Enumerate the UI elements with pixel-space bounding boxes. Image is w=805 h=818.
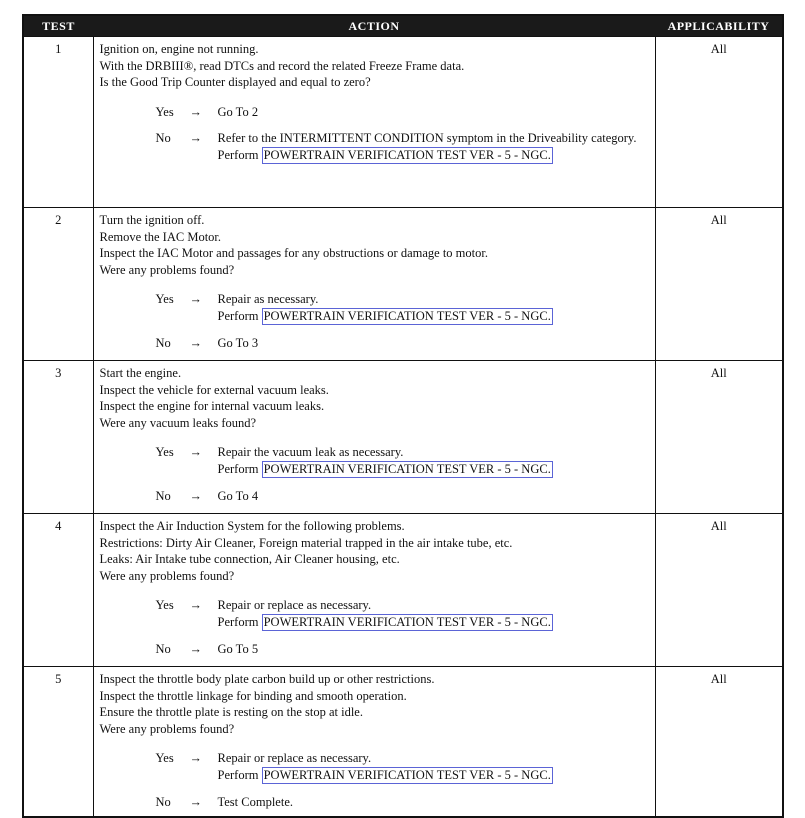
- step-text: Leaks: Air Intake tube connection, Air Cleaner housing, etc.: [99, 552, 400, 566]
- applicability-value: All: [655, 361, 783, 514]
- no-label: No: [155, 335, 171, 350]
- no-label: No: [155, 131, 171, 145]
- step-text: Inspect the vehicle for external vacuum leaks.: [99, 382, 329, 397]
- arrow-icon: →: [189, 131, 202, 145]
- no-action: Refer to the INTERMITTENT CONDITION symptom in the Driveability category.: [217, 131, 637, 145]
- test-number: 3: [23, 361, 93, 514]
- step-text: Turn the ignition off.: [99, 213, 205, 227]
- perform-prefix: Perform: [217, 614, 259, 629]
- no-action: Test Complete.: [217, 794, 294, 809]
- verification-test-link[interactable]: POWERTRAIN VERIFICATION TEST VER - 5 - NGC.: [263, 614, 551, 629]
- step-text: Inspect the throttle body plate carbon build up or other restrictions.: [99, 672, 435, 686]
- step-text: Were any problems found?: [99, 568, 235, 583]
- yes-label: Yes: [155, 445, 174, 459]
- header-applicability: APPLICABILITY: [655, 15, 783, 37]
- action-cell: [93, 667, 655, 818]
- step-text: Were any vacuum leaks found?: [99, 415, 257, 430]
- verification-test-link[interactable]: POWERTRAIN VERIFICATION TEST VER - 5 - NGC.: [263, 308, 551, 323]
- action-cell: [93, 208, 655, 361]
- arrow-icon: →: [189, 445, 202, 459]
- step-text: Start the engine.: [99, 366, 182, 380]
- step-text: Ensure the throttle plate is resting on the stop at idle.: [99, 705, 363, 719]
- step-text: Is the Good Trip Counter displayed and equal to zero?: [99, 75, 371, 89]
- step-text: Inspect the IAC Motor and passages for any obstructions or damage to motor.: [99, 246, 488, 260]
- test-number: 1: [23, 37, 93, 208]
- action-cell: [93, 361, 655, 514]
- yes-branch: [156, 750, 649, 784]
- action-cell: [93, 37, 655, 208]
- yes-label: Yes: [155, 104, 174, 119]
- step-text: Were any problems found?: [99, 262, 235, 277]
- arrow-icon: →: [189, 488, 202, 503]
- yes-branch: [156, 291, 649, 325]
- step-text: Inspect the Air Induction System for the following problems.: [99, 519, 405, 533]
- no-label: No: [155, 794, 171, 809]
- step-text: Inspect the throttle linkage for binding and smooth operation.: [99, 688, 407, 703]
- verification-test-link[interactable]: POWERTRAIN VERIFICATION TEST VER - 5 - NGC.: [263, 147, 551, 162]
- yes-action: Go To 2: [217, 104, 259, 119]
- perform-prefix: Perform: [217, 767, 259, 782]
- no-branch: [156, 335, 649, 352]
- yes-action: Repair or replace as necessary.: [217, 751, 372, 765]
- arrow-icon: →: [189, 598, 202, 612]
- perform-prefix: Perform: [217, 461, 259, 476]
- test-number: 4: [23, 514, 93, 667]
- no-action: Go To 3: [217, 335, 259, 350]
- step-text: Inspect the engine for internal vacuum leaks.: [99, 399, 325, 413]
- perform-prefix: Perform: [217, 147, 259, 162]
- arrow-icon: →: [189, 335, 202, 350]
- header-action: ACTION: [93, 15, 655, 37]
- action-cell: [93, 514, 655, 667]
- no-branch: [156, 130, 649, 164]
- yes-action: Repair or replace as necessary.: [217, 598, 372, 612]
- verification-test-link[interactable]: POWERTRAIN VERIFICATION TEST VER - 5 - NGC.: [263, 461, 551, 476]
- yes-action: Repair as necessary.: [217, 292, 319, 306]
- table-row: [23, 667, 783, 818]
- table-row: [23, 361, 783, 514]
- yes-branch: [156, 444, 649, 478]
- yes-label: Yes: [155, 751, 174, 765]
- test-number: 5: [23, 667, 93, 818]
- header-test: TEST: [23, 15, 93, 37]
- arrow-icon: →: [189, 794, 202, 809]
- test-number: 2: [23, 208, 93, 361]
- applicability-value: All: [655, 37, 783, 208]
- no-branch: [156, 488, 649, 505]
- no-action: Go To 4: [217, 488, 259, 503]
- arrow-icon: →: [189, 104, 202, 119]
- arrow-icon: →: [189, 292, 202, 306]
- table-header-row: [23, 15, 783, 37]
- yes-label: Yes: [155, 292, 174, 306]
- table-row: [23, 514, 783, 667]
- step-text: Ignition on, engine not running.: [99, 42, 259, 56]
- no-label: No: [155, 641, 171, 656]
- yes-label: Yes: [155, 598, 174, 612]
- step-text: Remove the IAC Motor.: [99, 229, 222, 244]
- verification-test-link[interactable]: POWERTRAIN VERIFICATION TEST VER - 5 - NGC.: [263, 767, 551, 782]
- arrow-icon: →: [189, 751, 202, 765]
- diagnostic-test-table: [22, 14, 784, 818]
- table-row: [23, 208, 783, 361]
- yes-action: Repair the vacuum leak as necessary.: [217, 445, 404, 459]
- applicability-value: All: [655, 667, 783, 818]
- step-text: Restrictions: Dirty Air Cleaner, Foreign material trapped in the air intake tube, etc.: [99, 535, 513, 550]
- yes-branch: [156, 597, 649, 631]
- applicability-value: All: [655, 208, 783, 361]
- applicability-value: All: [655, 514, 783, 667]
- no-action: Go To 5: [217, 641, 259, 656]
- perform-prefix: Perform: [217, 308, 259, 323]
- table-row: [23, 37, 783, 208]
- no-label: No: [155, 488, 171, 503]
- step-text: With the DRBIII®, read DTCs and record the related Freeze Frame data.: [99, 58, 465, 73]
- arrow-icon: →: [189, 641, 202, 656]
- no-branch: [156, 641, 649, 658]
- step-text: Were any problems found?: [99, 721, 235, 736]
- yes-branch: [156, 104, 649, 121]
- no-branch: [156, 794, 649, 811]
